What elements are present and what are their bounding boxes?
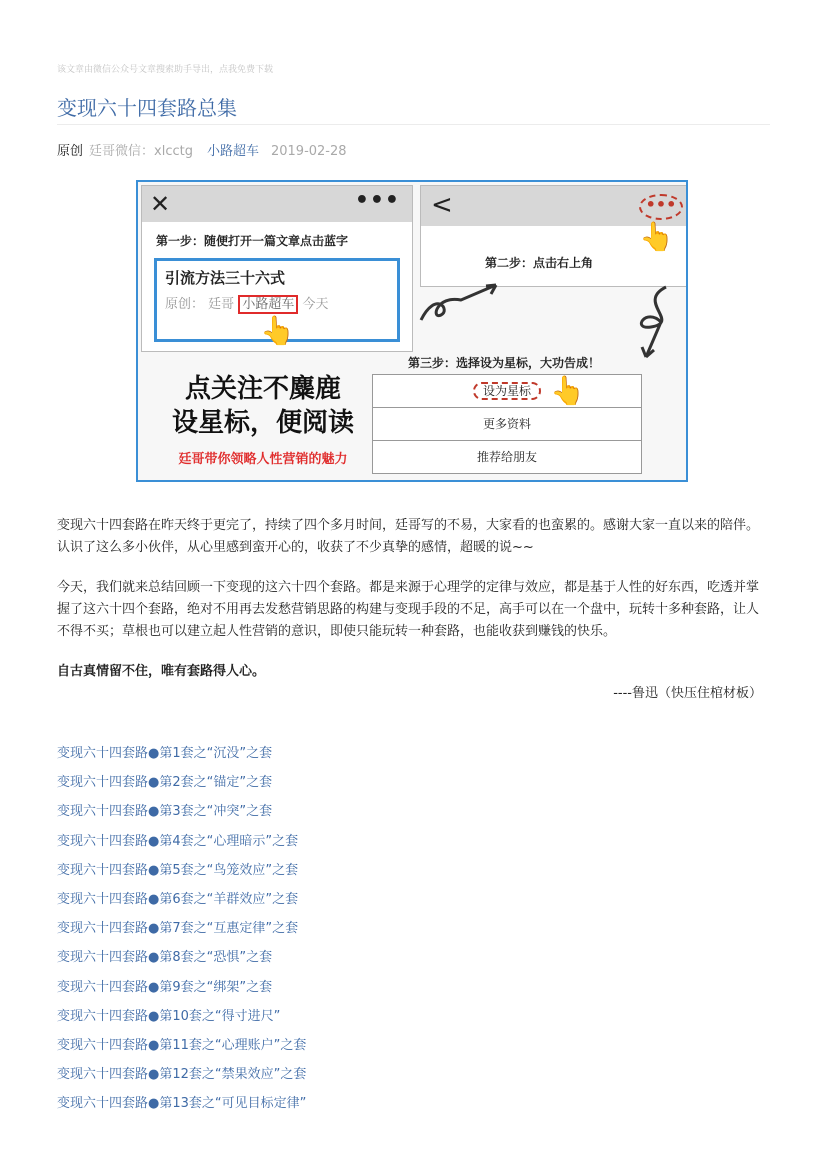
article-link[interactable]: 变现六十四套路●第8套之“恐惧”之套 [57,950,273,966]
slogan-line1: 点关注不麋鹿 [184,374,341,404]
swirl-arrow-down-icon [626,282,686,362]
card-meta [165,293,328,312]
slogan-line2: 设星标，便阅读 [171,408,354,438]
pointing-hand-icon: 👆 [260,314,295,347]
export-notice-link[interactable]: 该文章由微信公众号文章搜索助手导出，点我免费下载 [57,65,274,75]
slogan-line3: 廷哥带你领略人性营销的魅力 [178,452,348,467]
page-title: 变现六十四套路总集 [57,96,237,120]
article-link[interactable]: 变现六十四套路●第12套之“禁果效应”之套 [57,1067,307,1083]
card-author: 廷哥 [208,297,235,312]
article-link[interactable]: 变现六十四套路●第9套之“绑架”之套 [57,979,273,995]
article-link[interactable]: 变现六十四套路●第1套之“沉没”之套 [57,746,273,761]
article-meta [57,140,347,159]
card-date: 今天 [302,297,329,312]
article-link[interactable]: 变现六十四套路●第5套之“鸟笼效应”之套 [57,862,299,878]
quote-text: 自古真情留不住，唯有套路得人心。 [57,664,266,679]
step3-text: 第三步：选择设为星标，大功告成！ [408,356,601,370]
follow-guide-banner [136,180,688,482]
article-link[interactable]: 变现六十四套路●第6套之“羊群效应”之套 [57,891,299,907]
article-link[interactable]: 变现六十四套路●第3套之“冲突”之套 [57,804,273,820]
phone-screen-step1 [141,185,413,352]
article-link[interactable]: 变现六十四套路●第4套之“心理暗示”之套 [57,833,299,849]
more-icon-highlight: ••• [639,194,683,220]
slogan-block [158,372,368,467]
article-link[interactable]: 变现六十四套路●第2套之“锚定”之套 [57,775,273,791]
article-link-list [57,742,306,1121]
swirl-arrow-icon [416,280,506,330]
publish-date: 2019-02-28 [270,144,347,159]
pointing-hand-icon-3: 👆 [550,374,585,407]
step2-text: 第二步：点击右上角 [485,256,594,270]
phone-top-bar [142,186,412,222]
intro-paragraph: 变现六十四套路在昨天终于更完了，持续了四个多月时间，廷哥写的不易，大家看的也蛮累的。感谢大家一直以来的陪伴。认识了这么多小伙伴，从心里感到蛮开心的，收获了不少真挚的感情，超暖的说~~ [57,518,760,555]
article-link[interactable]: 变现六十四套路●第10套之“得寸进尺” [57,1008,281,1024]
article-link[interactable]: 变现六十四套路●第11套之“心理账户”之套 [57,1037,307,1053]
card-title: 引流方法三十六式 [165,269,286,287]
phone-screen-step2 [420,185,688,287]
title-divider [57,124,770,125]
star-label: 设为星标 [473,382,541,400]
account-link[interactable]: 小路超车 [206,144,259,159]
quote-author: ----鲁迅（快压住棺材板） [613,686,762,701]
menu-item-more: 更多资料 [373,408,641,441]
summary-paragraph: 今天，我们就来总结回顾一下变现的这六十四个套路。都是来源于心理学的定律与效应，都是基于人性的好东西，吃透并掌握了这六十四个套路，绝对不用再去发愁营销思路的构建与变现手段的不足，高手可以在一个盘中，玩转十多种套路，让人不得不买；草根也可以建立起人性营销的意识，即使只能玩转一种套路，也能收获到赚钱的快乐。 [57,580,760,639]
pointing-hand-icon-2: 👆 [639,220,674,253]
article-link[interactable]: 变现六十四套路●第7套之“互惠定律”之套 [57,921,299,937]
back-icon: < [431,190,453,220]
menu-item-share: 推荐给朋友 [476,450,537,464]
card-account-highlight: 小路超车 [238,295,298,314]
more-icon: ••• [354,188,400,213]
step1-text: 第一步：随便打开一篇文章点击蓝字 [156,234,349,248]
close-icon: ✕ [150,190,171,218]
menu-item-star [373,375,641,408]
options-menu [372,374,642,474]
author-label: 廷哥微信：xlcctg [89,144,193,159]
card-original: 原创： [165,297,205,312]
article-link[interactable]: 变现六十四套路●第13套之“可见目标定律” [57,1096,307,1112]
original-tag: 原创 [57,144,84,159]
